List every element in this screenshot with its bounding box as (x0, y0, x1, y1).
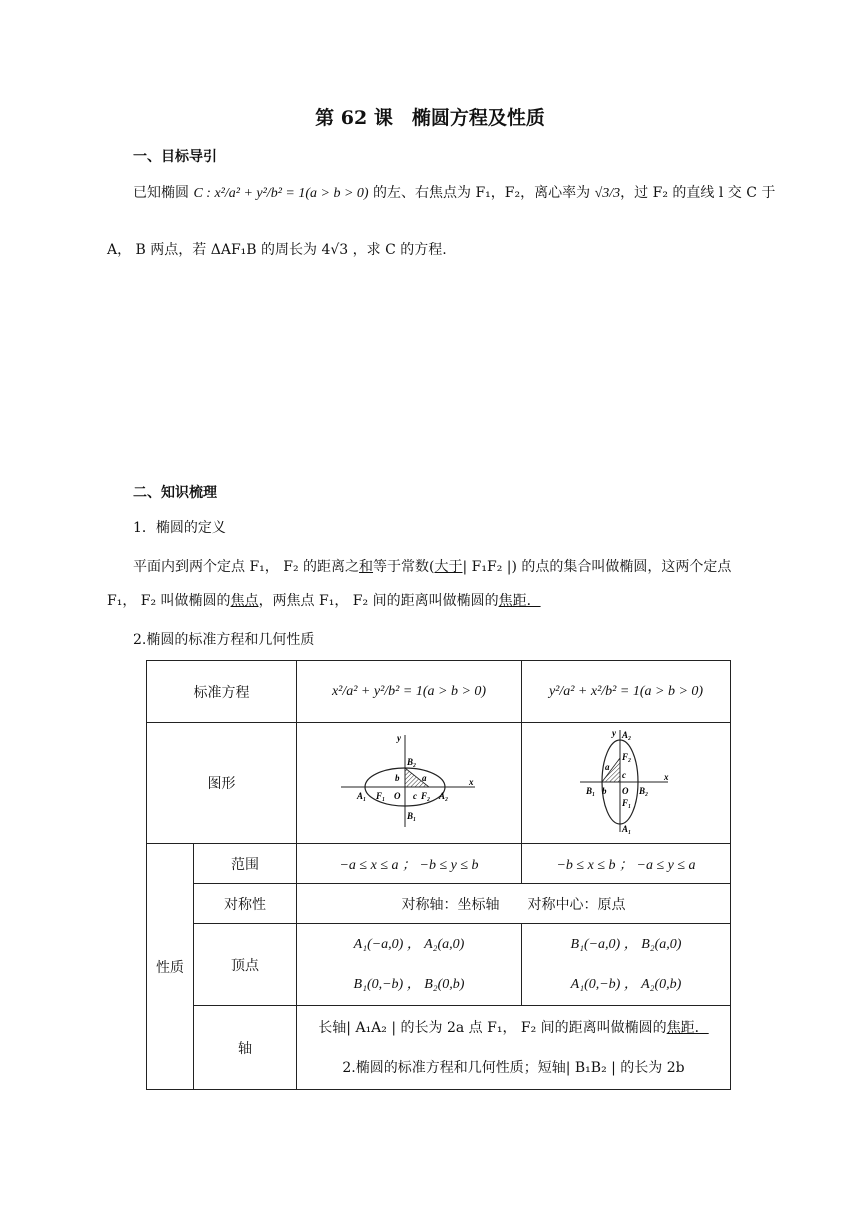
problem-line-1 (133, 183, 776, 204)
def-dayu: 大于 (434, 559, 463, 575)
axis-line-2: 2.椭圆的标准方程和几何性质；短轴| B₁B₂ | 的长为 2b (342, 1059, 685, 1076)
label-B2: B₂ (407, 757, 417, 767)
section-heading-knowledge: 二、知识梳理 (133, 485, 217, 501)
label-c-2: c (622, 770, 626, 780)
horizontal-ellipse-figure (339, 731, 479, 831)
label-B1-2: B₁ (586, 786, 596, 796)
def-he: 和 (359, 559, 374, 575)
label-B1: B₁ (407, 811, 417, 821)
label-a-2: a (605, 762, 610, 772)
def-text-a: 平面内到两个定点 F₁， F₂ 的距离之 (133, 559, 360, 575)
problem-text-b: 的左、右焦点为 F₁，F₂，离心率为 (373, 185, 591, 201)
problem-text-a: 已知椭圆 (133, 185, 189, 201)
label-F1: F₁ (376, 791, 386, 801)
label-y-2: y (612, 728, 616, 738)
cell-axis-value (297, 1006, 731, 1090)
label-A1: A₁ (357, 791, 367, 801)
cell-std-label: 标准方程 (147, 661, 297, 723)
label-y: y (397, 733, 401, 743)
label-x-2: x (664, 772, 669, 782)
label-O: O (394, 791, 401, 801)
definition-line-2 (107, 591, 541, 611)
label-c: c (413, 791, 417, 801)
cell-sym-value: 对称轴：坐标轴 对称中心：原点 (297, 884, 731, 924)
cell-axis-label: 轴 (194, 1006, 297, 1090)
label-A2: A₂ (439, 791, 449, 801)
cell-range-label: 范围 (194, 844, 297, 884)
label-F2-2: F₂ (622, 752, 632, 762)
eccentricity-value: √3/3 (594, 186, 621, 201)
vertex1-line-a: A₁(−a,0) ， A₂(a,0) (353, 936, 465, 952)
def-text-b: 等于常数( (373, 559, 435, 575)
cell-vertex1 (297, 924, 522, 1006)
vertex1-line-b: B₁(0,−b) ， B₂(0,b) (353, 976, 465, 992)
label-O-2: O (622, 786, 629, 796)
cell-eq2: y²/a² + x²/b² = 1(a > b > 0) (522, 661, 731, 723)
cell-range1: −a ≤ x ≤ a ； −b ≤ y ≤ b (297, 844, 522, 884)
label-A1-2: A₁ (622, 824, 632, 834)
vertex2-line-b: A₁(0,−b) ， A₂(0,b) (570, 976, 682, 992)
page-title: 第 62 课 椭圆方程及性质 (315, 107, 545, 129)
subheading-standard-equation: 2.椭圆的标准方程和几何性质 (133, 632, 315, 648)
cell-fig2 (522, 723, 731, 844)
cell-vertex-label: 顶点 (194, 924, 297, 1006)
def-text-c: | F₁F₂ |) 的点的集合叫做椭圆，这两个定点 (462, 559, 732, 575)
def-text-d: F₁， F₂ 叫做椭圆的 (107, 593, 231, 609)
cell-props-label: 性质 (147, 844, 194, 1090)
label-a: a (422, 773, 427, 783)
cell-range2: −b ≤ x ≤ b ； −a ≤ y ≤ a (522, 844, 731, 884)
cell-fig1 (297, 723, 522, 844)
def-jiaoju: 焦距． (498, 593, 541, 609)
problem-equation: C : x²/a² + y²/b² = 1(a > b > 0) (193, 186, 369, 201)
label-b-2: b (602, 786, 607, 796)
cell-sym-label: 对称性 (194, 884, 297, 924)
vertex2-line-a: B₁(−a,0) ， B₂(a,0) (570, 936, 682, 952)
label-F2: F₂ (421, 791, 431, 801)
ellipse-properties-table (146, 660, 731, 1090)
label-b: b (395, 773, 400, 783)
axis-text-a: 长轴| A₁A₂ | 的长为 2a 点 F₁， F₂ 间的距离叫做椭圆的 (318, 1019, 667, 1036)
label-F1-2: F₁ (622, 798, 632, 808)
subheading-definition: 1．椭圆的定义 (133, 520, 226, 536)
label-A2-2: A₂ (622, 730, 632, 740)
vertical-ellipse-figure (576, 726, 676, 836)
cell-fig-label: 图形 (147, 723, 297, 844)
definition-line-1 (133, 557, 731, 577)
problem-text-c: ，过 F₂ 的直线 l 交 C 于 (620, 185, 776, 201)
section-heading-goal: 一、目标导引 (133, 149, 217, 165)
cell-vertex2 (522, 924, 731, 1006)
problem-line-2: A， B 两点，若 ΔAF₁B 的周长为 4√3 ，求 C 的方程. (107, 242, 447, 258)
def-jiaodian: 焦点 (230, 593, 259, 609)
def-text-e: ，两焦点 F₁， F₂ 间的距离叫做椭圆的 (258, 593, 499, 609)
cell-eq1: x²/a² + y²/b² = 1(a > b > 0) (297, 661, 522, 723)
axis-line-1 (297, 1008, 730, 1048)
label-x: x (469, 777, 474, 787)
axis-jiaoju: 焦距． (666, 1019, 709, 1036)
label-B2-2: B₂ (639, 786, 649, 796)
